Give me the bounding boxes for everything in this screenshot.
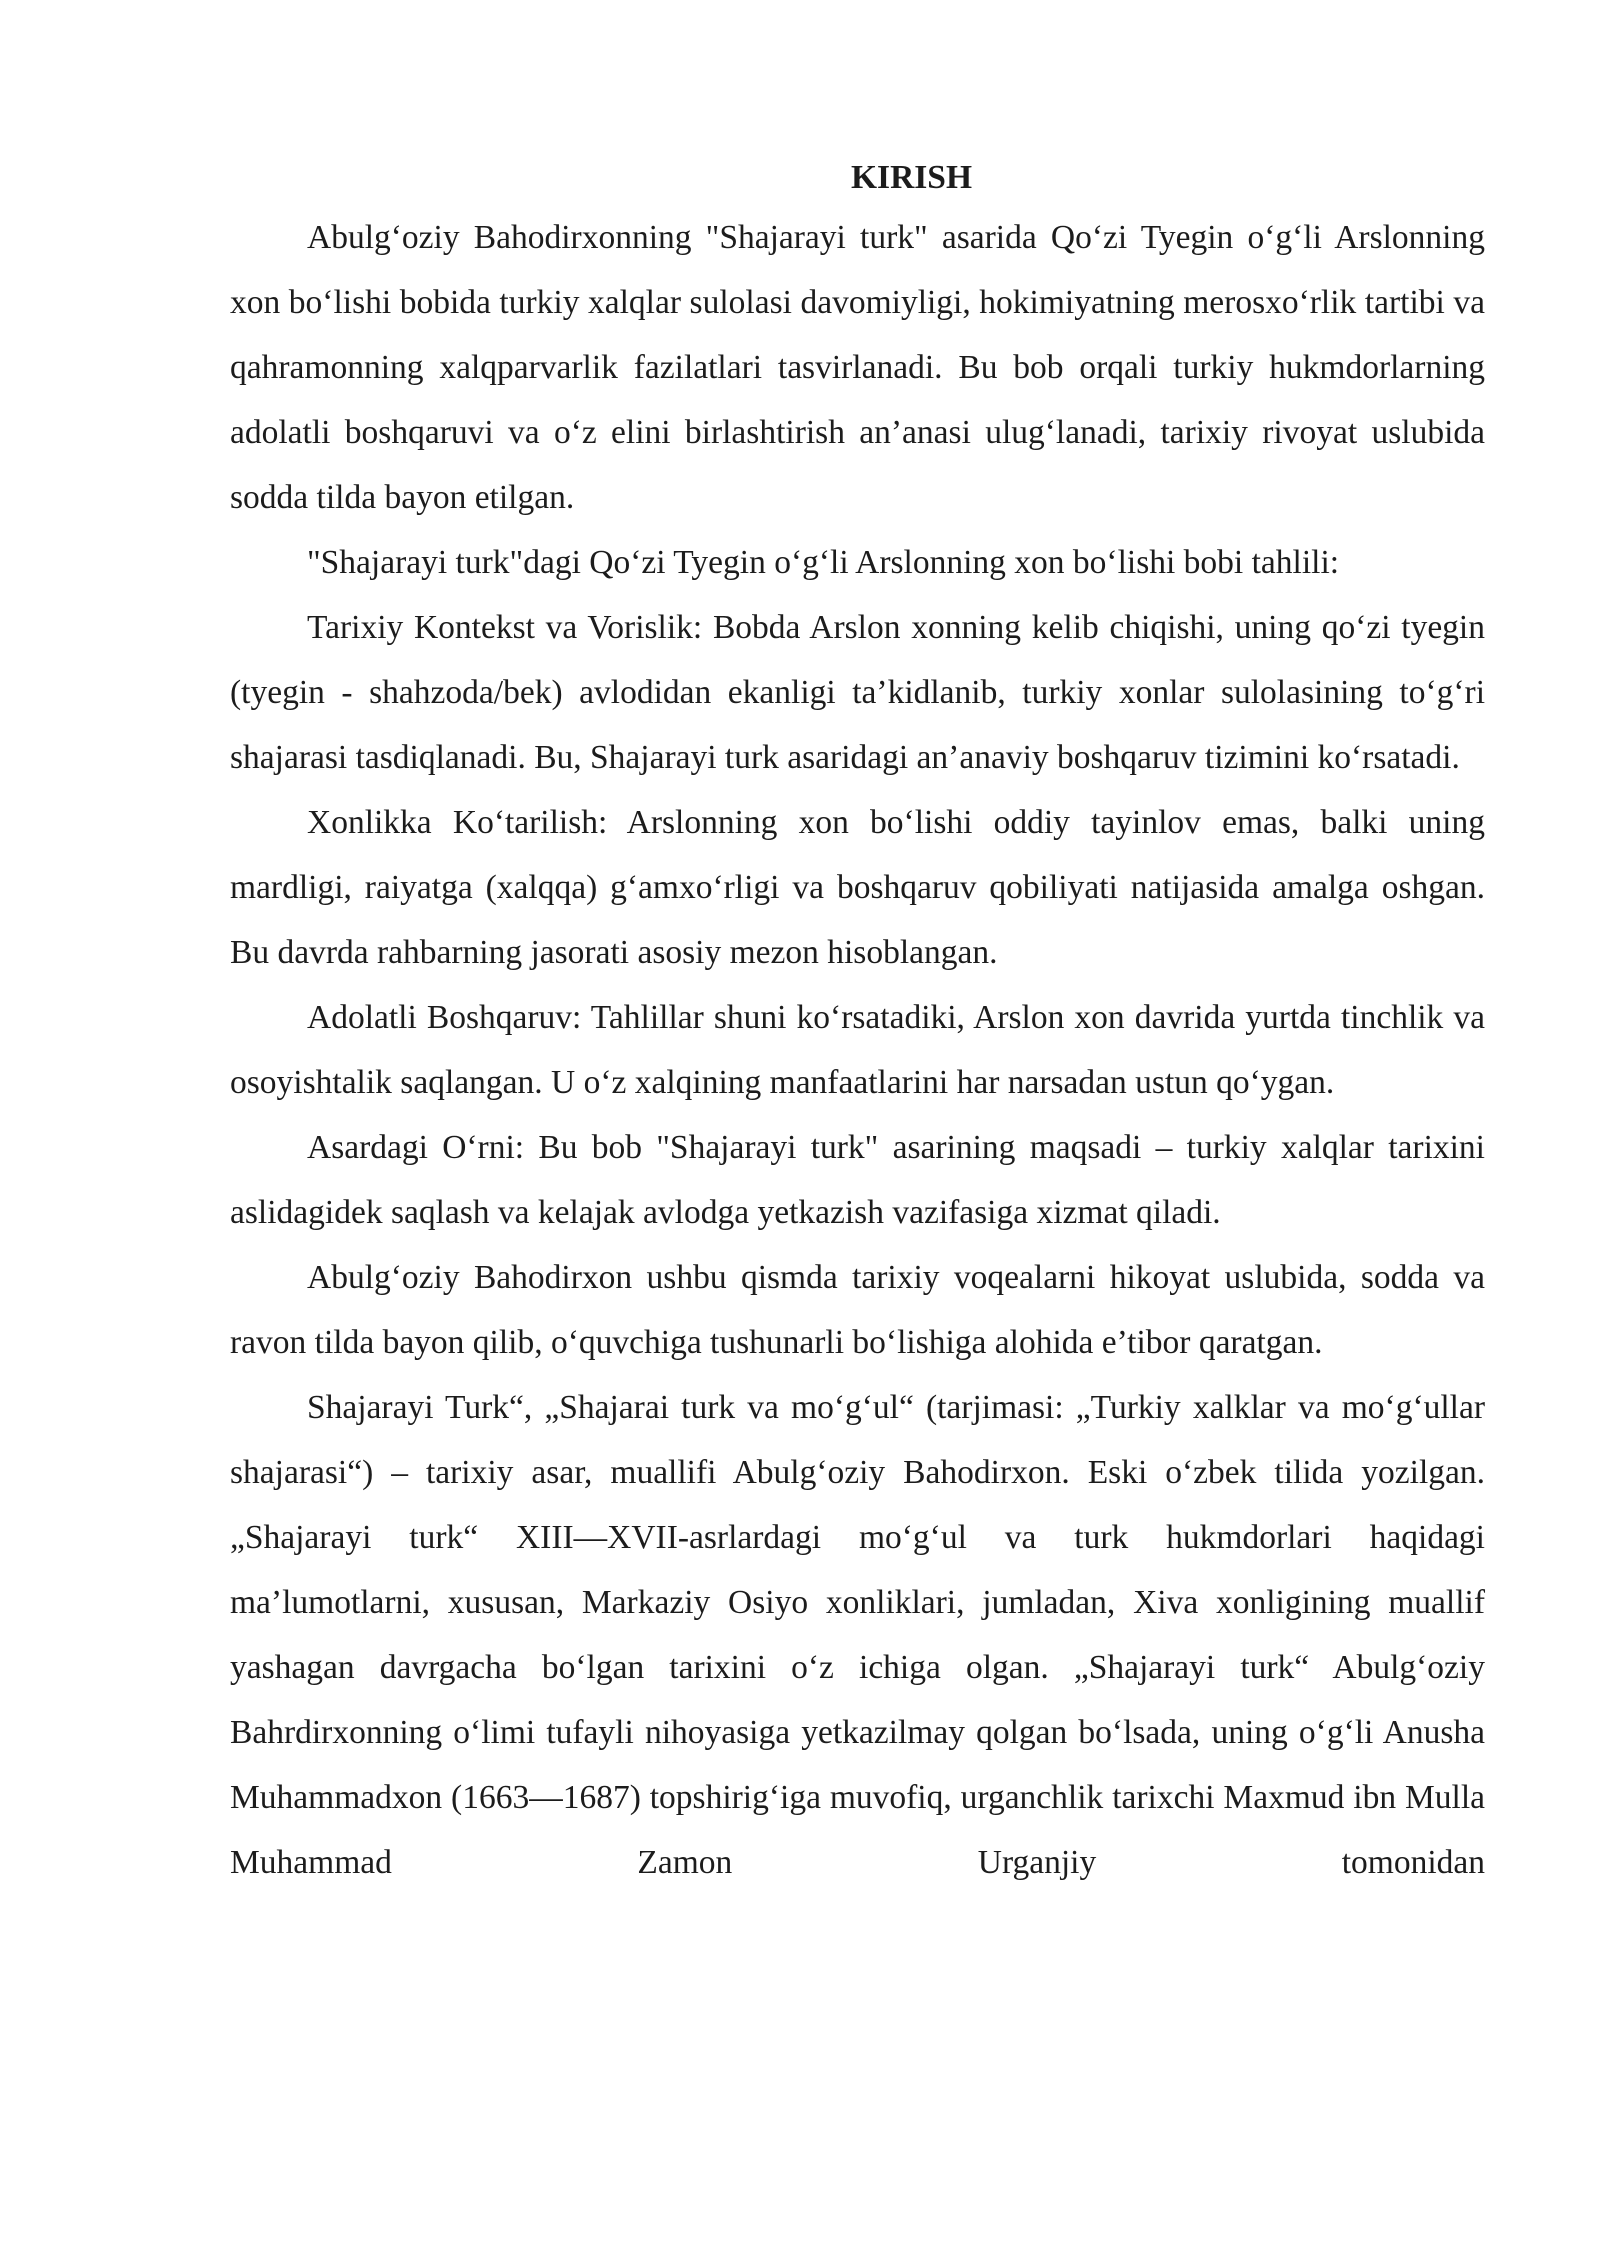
paragraph-place-in-work: Asardagi O‘rni: Bu bob "Shajarayi turk" asarining maqsadi – turkiy xalqlar tarixini aslidagidek saqlash va kelajak avlodga yetkazish vazifasiga xizmat qiladi. <box>230 1129 1485 1231</box>
document-page <box>230 150 1485 1895</box>
paragraph-just-rule: Adolatli Boshqaruv: Tahlillar shuni ko‘rsatadiki, Arslon xon davrida yurtda tinchlik va osoyishtalik saqlangan. U o‘z xalqining manfaatlarini har narsadan ustun qo‘ygan. <box>230 999 1485 1101</box>
paragraph-historical-context: Tarixiy Kontekst va Vorislik: Bobda Arslon xonning kelib chiqishi, uning qo‘zi tyegin (tyegin - shahzoda/bek) avlodidan ekanligi ta’kidlanib, turkiy xonlar sulolasining to‘g‘ri shajarasi tasdiqlanadi. Bu, Shajarayi turk asaridagi an’anaviy boshqaruv tizimini ko‘rsatadi. <box>230 609 1485 776</box>
paragraph-rise-to-khanate: Xonlikka Ko‘tarilish: Arslonning xon bo‘lishi oddiy tayinlov emas, balki uning mardligi, raiyatga (xalqqa) g‘amxo‘rligi va boshqaruv qobiliyati natijasida amalga oshgan. Bu davrda rahbarning jasorati asosiy mezon hisoblangan. <box>230 804 1485 971</box>
document-heading: KIRISH <box>850 159 972 196</box>
paragraph-about-work: Shajarayi Turk“, „Shajarai turk va mo‘g‘ul“ (tarjimasi: „Turkiy xalklar va mo‘g‘ullar shajarasi“) – tarixiy asar, muallifi Abulg‘oziy Bahodirxon. Eski o‘zbek tilida yozilgan. „Shajarayi turk“ XIII—XVII-asrlardagi mo‘g‘ul va turk hukmdorlari haqidagi ma’lumotlarni, xususan, Markaziy Osiyo xonliklari, jumladan, Xiva xonligining muallif yashagan davrgacha bo‘lgan tarixini o‘z ichiga olgan. „Shajarayi turk“ Abulg‘oziy Bahrdirxonning o‘limi tufayli nihoyasiga yetkazilmay qolgan bo‘lsada, uning o‘g‘li Anusha Muhammadxon (1663—1687) topshirig‘iga muvofiq, urganchlik tarixchi Maxmud ibn Mulla Muhammad Zamon Urganjiy tomonidan <box>230 1389 1485 1881</box>
paragraph-analysis-title: "Shajarayi turk"dagi Qo‘zi Tyegin o‘g‘li Arslonning xon bo‘lishi bobi tahlili: <box>307 544 1340 581</box>
paragraph-intro: Abulg‘oziy Bahodirxonning "Shajarayi turk" asarida Qo‘zi Tyegin o‘g‘li Arslonning xon bo‘lishi bobida turkiy xalqlar sulolasi davomiyligi, hokimiyatning merosxo‘rlik tartibi va qahramonning xalqparvarlik fazilatlari tasvirlanadi. Bu bob orqali turkiy hukmdorlarning adolatli boshqaruvi va o‘z elini birlashtirish an’anasi ulug‘lanadi, tarixiy rivoyat uslubida sodda tilda bayon etilgan. <box>230 219 1485 516</box>
paragraph-narrative-style: Abulg‘oziy Bahodirxon ushbu qismda tarixiy voqealarni hikoyat uslubida, sodda va ravon tilda bayon qilib, o‘quvchiga tushunarli bo‘lishiga alohida e’tibor qaratgan. <box>230 1259 1485 1361</box>
